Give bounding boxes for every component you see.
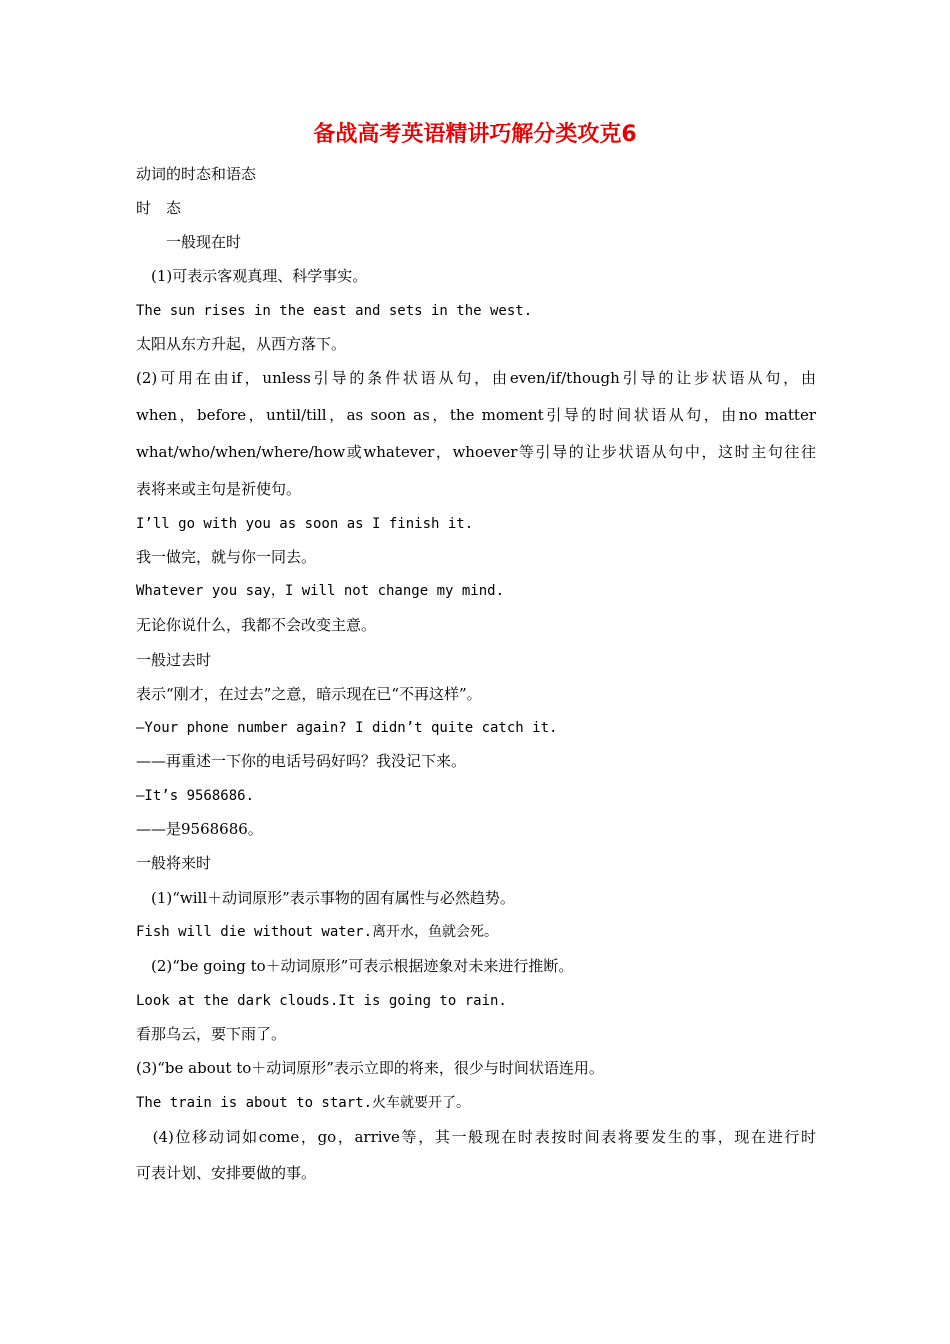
section-heading: 动词的时态和语态 — [136, 165, 257, 183]
rule-item-continued: 表将来或主句是祈使句。 — [136, 480, 302, 498]
example-sentence: Look at the dark clouds.It is going to rain. — [136, 993, 507, 1009]
example-translation: 无论你说什么，我都不会改变主意。 — [136, 616, 377, 634]
tense-heading: 一般过去时 — [136, 651, 212, 669]
rule-item-continued: 可表计划、安排要做的事。 — [136, 1164, 317, 1182]
example-translation: 我一做完，就与你一同去。 — [136, 548, 317, 566]
example-sentence: Whatever you say，I will not change my mind. — [136, 583, 505, 599]
example-sentence: Fish will die without water.离开水，鱼就会死。 — [136, 924, 499, 940]
rule-item: (2)“be going to＋动词原形”可表示根据迹象对未来进行推断。 — [136, 957, 574, 975]
tense-heading: 一般将来时 — [136, 854, 212, 872]
rule-item: (1)可表示客观真理、科学事实。 — [136, 267, 368, 285]
tense-heading: 一般现在时 — [136, 233, 242, 251]
example-translation: 太阳从东方升起，从西方落下。 — [136, 335, 347, 353]
example-translation: ——再重述一下你的电话号码好吗？我没记下来。 — [136, 752, 467, 770]
example-sentence: The train is about to start.火车就要开了。 — [136, 1095, 471, 1111]
example-translation: ——是9568686。 — [136, 820, 263, 838]
rule-item: (2)可用在由if，unless引导的条件状语从句，由even/if/though引导的让步状语从句，由 — [136, 369, 816, 387]
example-sentence: I’ll go with you as soon as I finish it. — [136, 516, 474, 532]
rule-item: (3)“be about to＋动词原形”表示立即的将来，很少与时间状语连用。 — [136, 1059, 604, 1077]
subsection-heading: 时 态 — [136, 199, 182, 217]
rule-item: (4)位移动词如come，go，arrive等，其一般现在时表按时间表将要发生的事，现在进行时 — [136, 1128, 816, 1146]
example-sentence: —It’s 9568686. — [136, 788, 255, 804]
rule-item-continued: what/who/when/where/how或whatever，whoever等引导的让步状语从句中，这时主句往往 — [136, 443, 816, 461]
example-sentence: —Your phone number again? I didn’t quite catch it. — [136, 720, 558, 736]
example-sentence: The sun rises in the east and sets in the west. — [136, 303, 533, 319]
rule-item: (1)“will＋动词原形”表示事物的固有属性与必然趋势。 — [136, 889, 515, 907]
example-translation: 看那乌云，要下雨了。 — [136, 1025, 287, 1043]
rule-item: 表示“刚才，在过去”之意，暗示现在已“不再这样”。 — [136, 685, 482, 703]
document-title: 备战高考英语精讲巧解分类攻克6 — [313, 122, 637, 147]
rule-item-continued: when，before，until/till，as soon as，the moment引导的时间状语从句，由no matter — [136, 406, 816, 424]
